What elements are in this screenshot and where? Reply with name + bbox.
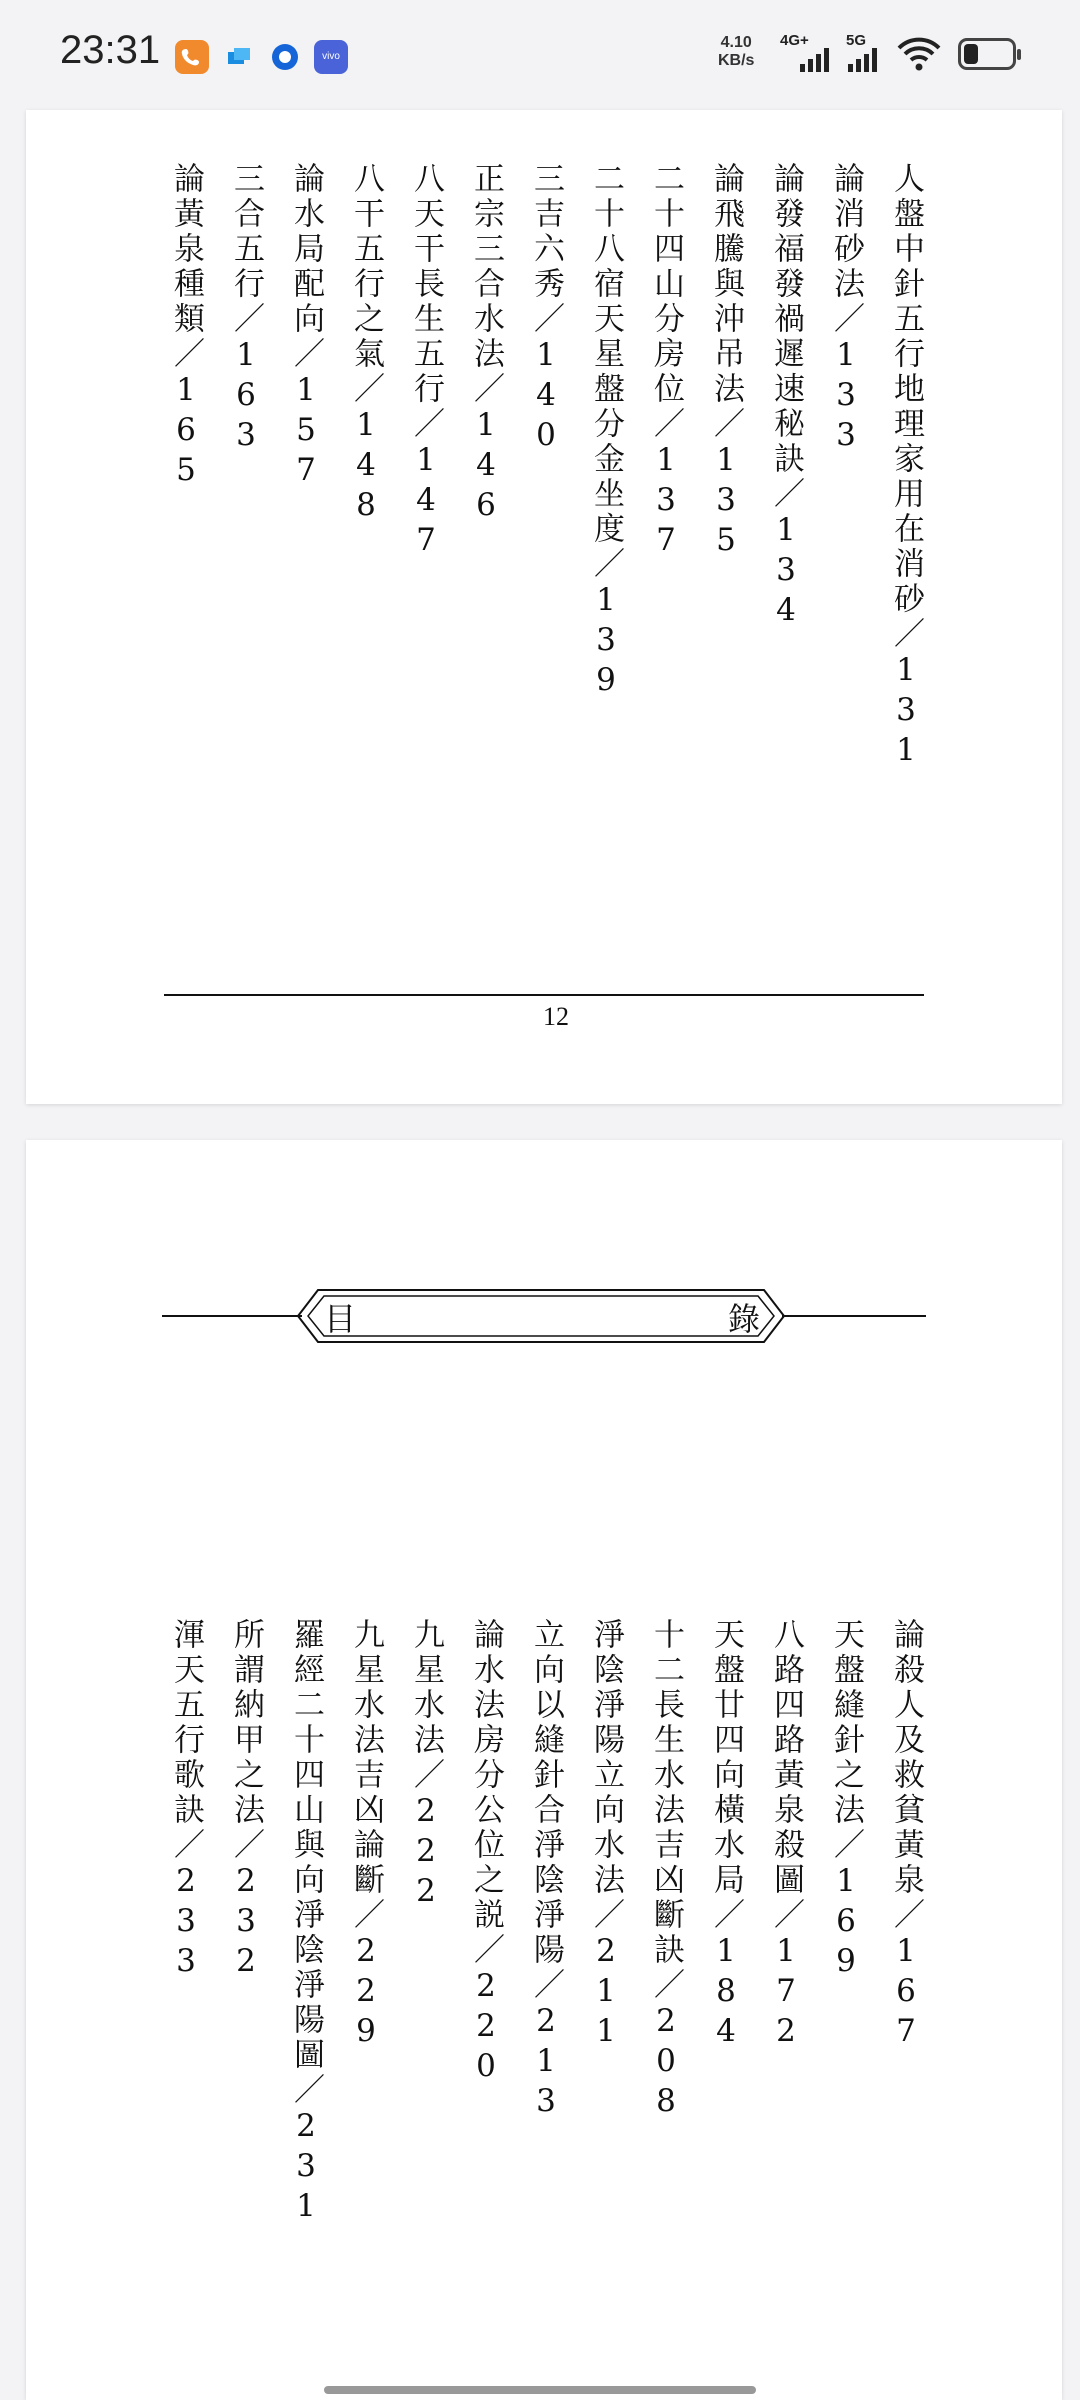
net-speed-unit: KB/s bbox=[718, 52, 755, 69]
toc-entry[interactable]: 天盤縫針之法／169 bbox=[828, 1618, 864, 1983]
wifi-icon bbox=[896, 36, 942, 76]
toc-entry[interactable]: 所謂納甲之法／232 bbox=[228, 1618, 264, 1983]
toc-entry[interactable]: 九星水法／222 bbox=[408, 1618, 444, 1913]
status-time: 23:31 bbox=[60, 28, 161, 72]
cloud-app-icon bbox=[222, 40, 256, 74]
toc-entry[interactable]: 論消砂法／133 bbox=[828, 162, 864, 457]
toc-entry[interactable]: 人盤中針五行地理家用在消砂／131 bbox=[888, 162, 924, 772]
page-number: 12 bbox=[543, 1002, 569, 1031]
header-rule-left bbox=[162, 1315, 302, 1317]
network-speed bbox=[718, 34, 754, 70]
toc-entry[interactable]: 十二長生水法吉凶斷訣／208 bbox=[648, 1618, 684, 2123]
toc-entry[interactable]: 渾天五行歌訣／233 bbox=[168, 1618, 204, 1983]
toc-entry[interactable]: 論飛騰與沖吊法／135 bbox=[708, 162, 744, 562]
toc-entry[interactable]: 論黃泉種類／165 bbox=[168, 162, 204, 492]
toc-entry[interactable]: 淨陰淨陽立向水法／211 bbox=[588, 1618, 624, 2053]
toc-entry[interactable]: 二十八宿天星盤分金坐度／139 bbox=[588, 162, 624, 702]
header-title-right: 錄 bbox=[728, 1300, 761, 1338]
browser-app-icon bbox=[268, 40, 302, 74]
document-page-toc[interactable] bbox=[26, 1140, 1062, 2400]
toc-entry[interactable]: 立向以縫針合淨陰淨陽／213 bbox=[528, 1618, 564, 2123]
net-speed-value: 4.10 bbox=[720, 34, 752, 51]
toc-entry[interactable]: 論發福發禍遲速秘訣／134 bbox=[768, 162, 804, 632]
toc-entry[interactable]: 三吉六秀／140 bbox=[528, 162, 564, 457]
header-title-left: 目 bbox=[324, 1300, 357, 1338]
toc-entry[interactable]: 正宗三合水法／146 bbox=[468, 162, 504, 527]
toc-entry[interactable]: 天盤廿四向橫水局／184 bbox=[708, 1618, 744, 2053]
status-bar bbox=[0, 0, 1080, 110]
battery-icon bbox=[958, 38, 1016, 70]
signal-2-bars-icon bbox=[848, 48, 877, 72]
header-frame bbox=[296, 1288, 786, 1344]
toc-entry[interactable]: 論水法房分公位之説／220 bbox=[468, 1618, 504, 2088]
toc-entry[interactable]: 論殺人及救貧黃泉／167 bbox=[888, 1618, 924, 2053]
signal-1-label: 4G+ bbox=[780, 32, 809, 49]
toc-entry[interactable]: 八干五行之氣／148 bbox=[348, 162, 384, 527]
toc-entry[interactable]: 羅經二十四山與向淨陰淨陽圖／231 bbox=[288, 1618, 324, 2228]
toc-entry[interactable]: 論水局配向／157 bbox=[288, 162, 324, 492]
toc-entry[interactable]: 九星水法吉凶論斷／229 bbox=[348, 1618, 384, 2053]
toc-entry[interactable]: 八路四路黃泉殺圖／172 bbox=[768, 1618, 804, 2053]
document-page-12[interactable] bbox=[26, 110, 1062, 1104]
footer-rule bbox=[164, 994, 924, 996]
toc-entry[interactable]: 二十四山分房位／137 bbox=[648, 162, 684, 562]
phone-app-icon bbox=[175, 40, 209, 74]
header-rule-right bbox=[782, 1315, 926, 1317]
signal-2-label: 5G bbox=[846, 32, 867, 49]
signal-1-bars-icon bbox=[800, 48, 829, 72]
toc-entry[interactable]: 八天干長生五行／147 bbox=[408, 162, 444, 562]
vivo-app-icon: vivo bbox=[314, 40, 348, 74]
toc-entry[interactable]: 三合五行／163 bbox=[228, 162, 264, 457]
home-indicator[interactable] bbox=[324, 2386, 756, 2394]
